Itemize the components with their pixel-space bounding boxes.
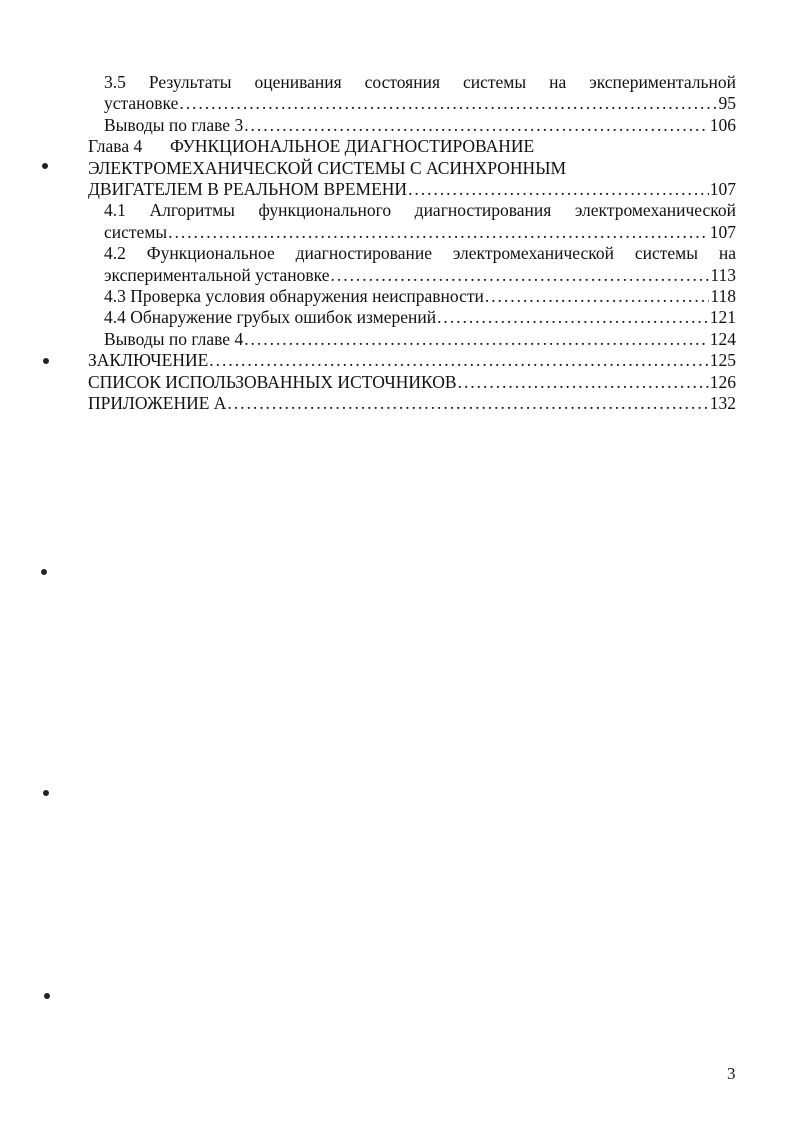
toc-entry-title: 4.4 Обнаружение грубых ошибок измерений	[104, 307, 437, 328]
toc-entry-title-cont: установке	[104, 93, 179, 114]
toc-entry-4-2[interactable]	[88, 243, 736, 286]
toc-entry-title: 4.2 Функциональное диагностирование электромеханической системы на	[104, 243, 736, 264]
toc-entry-title: ЗАКЛЮЧЕНИЕ	[88, 350, 209, 371]
dot-leader	[331, 265, 710, 286]
table-of-contents	[88, 72, 736, 415]
chapter-title: ФУНКЦИОНАЛЬНОЕ ДИАГНОСТИРОВАНИЕ	[170, 136, 535, 157]
dot-leader	[408, 179, 709, 200]
dot-leader	[458, 372, 709, 393]
page-number: 3	[727, 1064, 736, 1083]
toc-entry-title: Выводы по главе 4	[104, 328, 244, 349]
toc-entry-references[interactable]	[88, 372, 736, 393]
toc-entry-title-cont: экспериментальной установке	[104, 264, 330, 285]
toc-page-number: 126	[709, 371, 736, 392]
dot-leader	[168, 222, 709, 243]
binding-hole-mark	[44, 993, 50, 999]
toc-entry-title: ПРИЛОЖЕНИЕ А	[88, 393, 227, 414]
binding-hole-mark	[41, 569, 47, 575]
toc-page-number: 107	[709, 221, 736, 242]
binding-hole-mark	[42, 163, 48, 169]
dot-leader	[437, 307, 709, 328]
toc-page-number: 113	[710, 264, 736, 285]
dot-leader	[209, 350, 708, 371]
toc-entry-title: Выводы по главе 3	[104, 114, 244, 135]
toc-entry-title: 3.5 Результаты оценивания состояния системы на экспериментальной	[104, 72, 736, 92]
toc-entry-title: СПИСОК ИСПОЛЬЗОВАННЫХ ИСТОЧНИКОВ	[88, 371, 457, 392]
dot-leader	[244, 329, 709, 350]
chapter-label: Глава 4	[88, 136, 143, 157]
toc-entry-4-4[interactable]	[88, 307, 736, 328]
toc-entry-chapter-4[interactable]	[88, 136, 736, 200]
binding-hole-mark	[43, 358, 49, 364]
chapter-title-cont: ЭЛЕКТРОМЕХАНИЧЕСКОЙ СИСТЕМЫ С АСИНХРОННЫМ	[88, 157, 567, 178]
toc-entry-title: 4.1 Алгоритмы функционального диагностирования электромеханической	[104, 200, 736, 221]
dot-leader	[227, 393, 708, 414]
dot-leader	[179, 93, 717, 114]
toc-entry-conclusions-3[interactable]	[88, 115, 736, 136]
toc-entry-appendix-a[interactable]	[88, 393, 736, 414]
toc-entry-conclusion[interactable]	[88, 350, 736, 371]
toc-page-number: 132	[709, 393, 736, 414]
toc-page-number: 121	[709, 307, 736, 328]
toc-page-number: 124	[709, 328, 736, 349]
binding-hole-mark	[43, 790, 49, 796]
toc-page-number: 95	[718, 93, 736, 114]
toc-entry-conclusions-4[interactable]	[88, 329, 736, 350]
toc-entry-title: 4.3 Проверка условия обнаружения неисправности	[104, 286, 484, 307]
chapter-title-cont: ДВИГАТЕЛЕМ В РЕАЛЬНОМ ВРЕМЕНИ	[88, 179, 408, 200]
toc-page-number: 125	[709, 350, 736, 371]
dot-leader	[244, 115, 709, 136]
toc-page-number: 107	[709, 179, 736, 200]
toc-page-number: 106	[709, 114, 736, 135]
toc-entry-4-3[interactable]	[88, 286, 736, 307]
dot-leader	[485, 286, 710, 307]
toc-entry-4-1[interactable]	[88, 200, 736, 243]
toc-entry-3-5[interactable]	[88, 72, 736, 115]
toc-page-number: 118	[710, 286, 736, 307]
toc-entry-title-cont: системы	[104, 221, 168, 242]
